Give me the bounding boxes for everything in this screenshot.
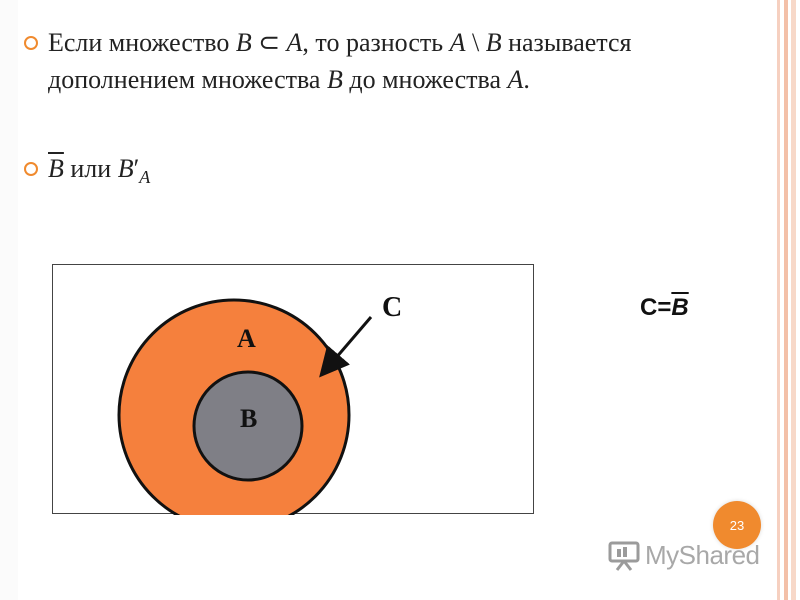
- text: называется дополнением множества: [48, 28, 632, 94]
- bullet-definition: [24, 24, 768, 98]
- presentation-icon: [607, 538, 641, 572]
- label-b: B: [240, 404, 258, 433]
- b-prime: B: [117, 154, 134, 183]
- var-b: B: [326, 65, 343, 94]
- bullet-notation: [24, 150, 768, 196]
- subscript-a: A: [139, 167, 151, 187]
- equation: [640, 294, 689, 322]
- bullet-icon: [24, 36, 38, 50]
- text: до множества: [342, 65, 508, 94]
- label-a: A: [237, 324, 256, 353]
- text: .: [523, 65, 530, 94]
- text: , то разность: [302, 28, 450, 57]
- venn-diagram: [52, 264, 534, 514]
- label-c: C: [382, 292, 403, 323]
- prime-mark: ′: [133, 154, 140, 183]
- left-margin-band: [0, 0, 18, 600]
- decorative-stripes: [772, 0, 800, 600]
- var-b: B: [235, 28, 252, 57]
- var-a: A: [449, 28, 466, 57]
- stripe: [791, 0, 796, 600]
- text: или: [63, 154, 118, 183]
- page-number: 23: [729, 517, 745, 533]
- equation-lhs: C=: [640, 294, 672, 321]
- stripe: [777, 0, 780, 600]
- b-bar: $\overline{B}$: [48, 154, 64, 183]
- var-a: A: [286, 28, 303, 57]
- bullet-icon: [24, 162, 38, 176]
- notation-text: [48, 150, 768, 196]
- arrow-c: [323, 317, 371, 373]
- subset-symbol: ⊂: [251, 28, 287, 57]
- equation-rhs: $\overline{B}$: [671, 294, 689, 321]
- stripe: [784, 0, 788, 600]
- definition-text: [48, 24, 768, 98]
- setminus-symbol: \: [465, 28, 486, 57]
- watermark: [607, 538, 760, 572]
- var-b: B: [485, 28, 502, 57]
- watermark-text: MyShared: [645, 539, 760, 570]
- var-a: A: [507, 65, 524, 94]
- text: Если множество: [48, 28, 236, 57]
